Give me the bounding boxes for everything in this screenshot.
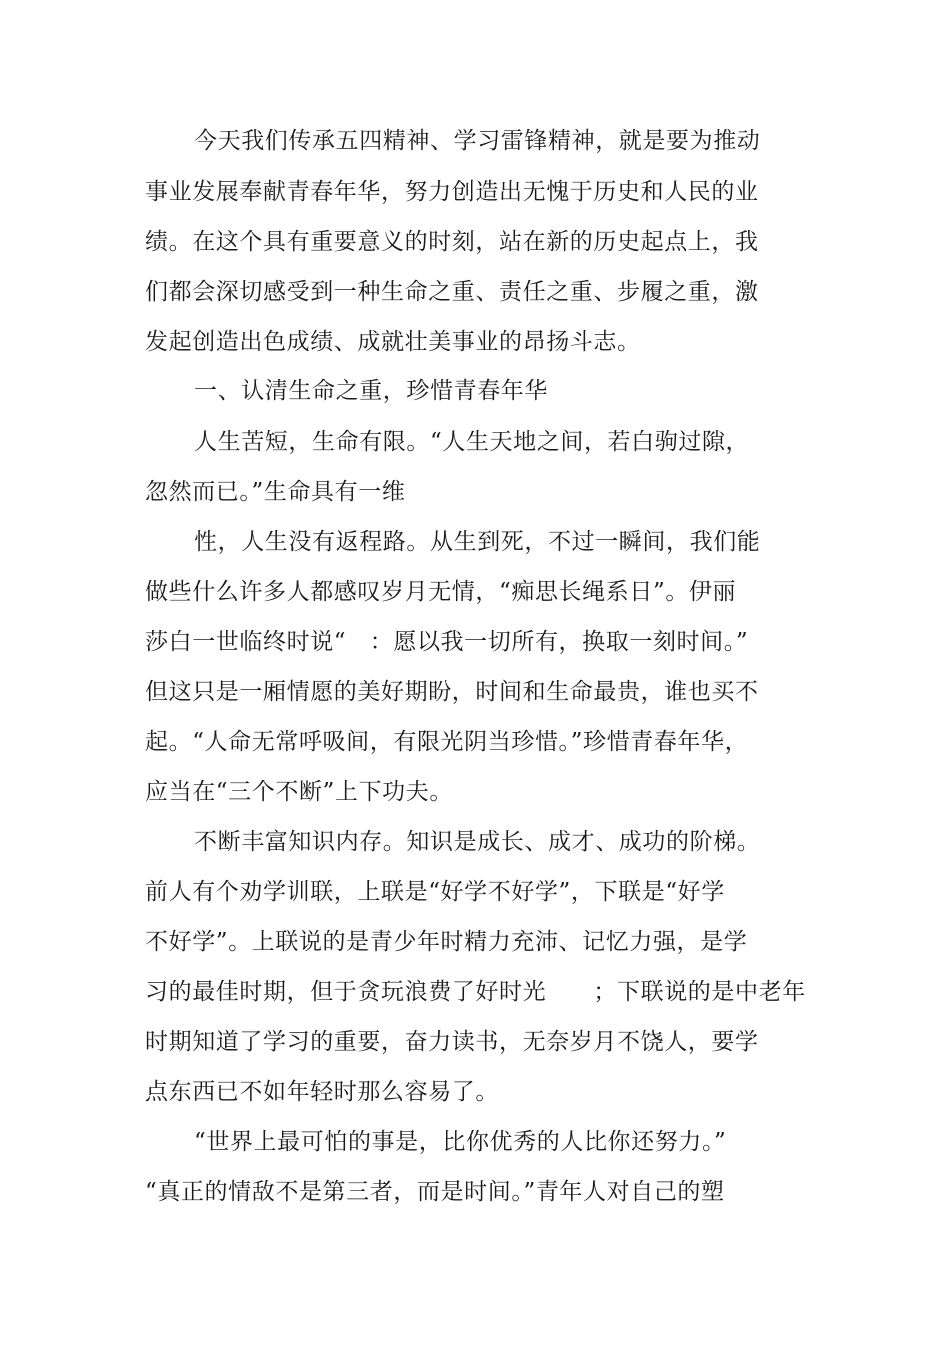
section-heading: 一、认清生命之重，珍惜青春年华: [194, 378, 548, 404]
paragraph-1-line-1: 今天我们传承五四精神、学习雷锋精神，就是要为推动: [194, 128, 761, 154]
paragraph-3-line-5: 起。“人命无常呼吸间，有限光阴当珍惜。”珍惜青春年华，: [145, 729, 749, 755]
paragraph-4-line-1: 不断丰富知识内存。知识是成长、成才、成功的阶梯。: [194, 829, 761, 855]
paragraph-3-line-2: 做些什么许多人都感叹岁月无情，“痴思长绳系日”。伊丽: [145, 579, 737, 605]
paragraph-4-line-3: 不好学”。上联说的是青少年时精力充沛、记忆力强，是学: [145, 929, 748, 955]
paragraph-2-line-1: 人生苦短，生命有限。“人生天地之间，若白驹过隙，: [194, 429, 750, 455]
paragraph-4-line-6: 点东西已不如年轻时那么容易了。: [145, 1079, 499, 1105]
paragraph-3-line-3: 莎白一世临终时说“ ：愿以我一切所有，换取一刻时间。”: [145, 629, 749, 655]
paragraph-5-line-2: “真正的情敌不是第三者，而是时间。”青年人对自己的塑: [145, 1179, 725, 1205]
paragraph-1-line-4: 们都会深切感受到一种生命之重、责任之重、步履之重，激: [145, 279, 759, 305]
paragraph-1-line-3: 绩。在这个具有重要意义的时刻，站在新的历史起点上，我: [145, 229, 759, 255]
paragraph-3-line-1: 性，人生没有返程路。从生到死，不过一瞬间，我们能: [194, 529, 761, 555]
paragraph-5-line-1: “世界上最可怕的事是，比你优秀的人比你还努力。”: [194, 1129, 727, 1155]
paragraph-3-line-4: 但这只是一厢情愿的美好期盼，时间和生命最贵，谁也买不: [145, 679, 759, 705]
paragraph-2-line-2: 忽然而已。”生命具有一维: [145, 479, 406, 505]
paragraph-4-line-4: 习的最佳时期，但于贪玩浪费了好时光 ；下联说的是中老年: [145, 979, 806, 1005]
paragraph-1-line-5: 发起创造出色成绩、成就壮美事业的昂扬斗志。: [145, 329, 641, 355]
paragraph-4-line-2: 前人有个劝学训联，上联是“好学不好学”，下联是“好学: [145, 879, 725, 905]
paragraph-3-line-6: 应当在“三个不断”上下功夫。: [145, 779, 453, 805]
paragraph-1-line-2: 事业发展奉献青春年华，努力创造出无愧于历史和人民的业: [145, 179, 759, 205]
paragraph-4-line-5: 时期知道了学习的重要，奋力读书，无奈岁月不饶人，要学: [145, 1029, 759, 1055]
